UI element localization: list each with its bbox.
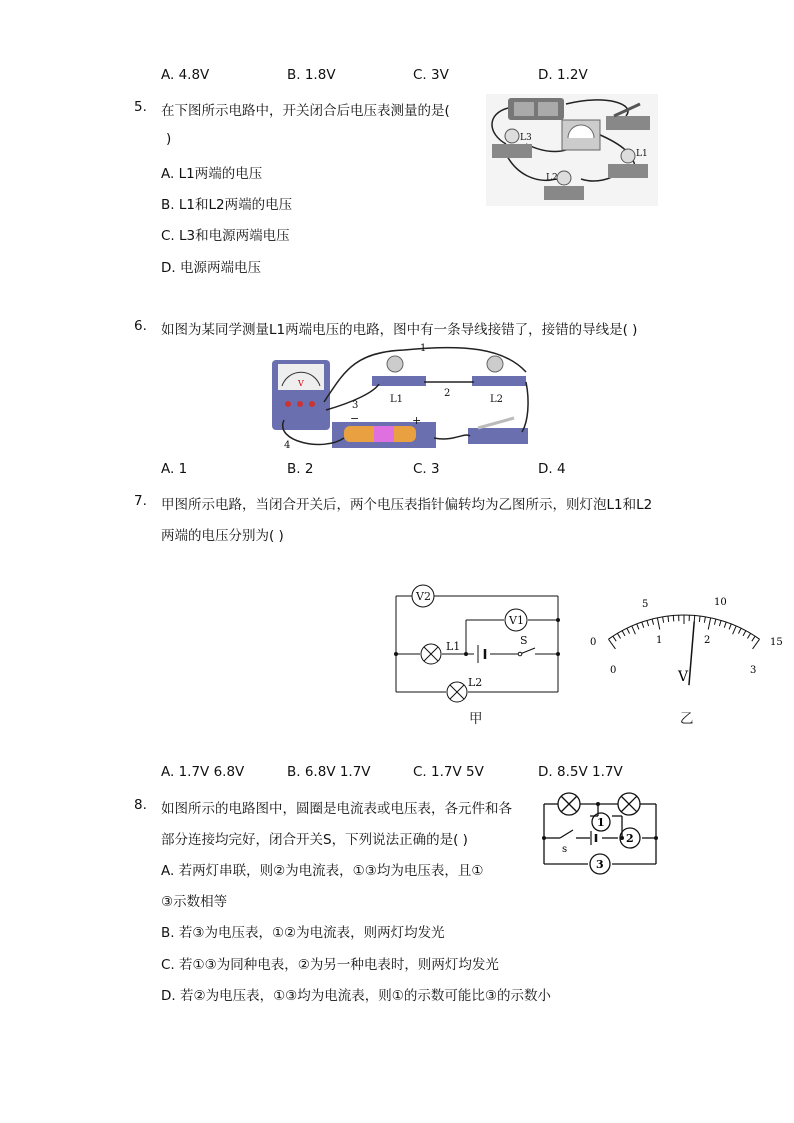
dial-outer-5: 5 [642, 599, 649, 610]
q7-option-c: C. 1.7V 5V [413, 764, 484, 780]
q7-option-d: D. 8.5V 1.7V [538, 764, 623, 780]
q5-number: 5. [134, 99, 147, 115]
q8-option-c: C. 若①③为同种电表，②为另一种电表时，则两灯均发光 [161, 957, 499, 973]
dial-tick [637, 624, 639, 630]
dial-tick [627, 628, 630, 633]
q8-option-a: A. 若两灯串联，则②为电流表，①③均为电压表，且① [161, 863, 484, 879]
dial-tick [753, 639, 760, 649]
q8-meter-3: 3 [596, 858, 604, 871]
dial-tick [733, 626, 737, 634]
q7-stem-2: 两端的电压分别为( ) [161, 528, 284, 544]
q8-meter-1: 1 [597, 816, 605, 829]
q7-caption-jia: 甲 [469, 711, 483, 727]
q6-wire-3: 3 [352, 400, 359, 411]
dial-tick [704, 617, 705, 623]
dial-tick [714, 619, 715, 625]
dial-outer-15: 15 [770, 637, 783, 648]
q6-label-minus: − [350, 412, 360, 425]
q7-stem: 甲图所示电路，当闭合开关后，两个电压表指针偏转均为乙图所示，则灯泡L1和L2 [161, 497, 653, 513]
q8-stem-2: 部分连接均完好，闭合开关S，下列说法正确的是( ) [161, 832, 468, 848]
dial-outer-10: 10 [714, 597, 727, 608]
dial-inner-2: 2 [704, 635, 711, 646]
q8-switch-label: s [562, 844, 568, 855]
q7-label-l2: L2 [468, 676, 483, 689]
q7-voltmeter-dial [582, 585, 786, 695]
dial-tick [622, 631, 625, 636]
q5-circuit-photo [486, 94, 658, 206]
dial-inner-1: 1 [656, 635, 663, 646]
q7-option-b: B. 6.8V 1.7V [287, 764, 371, 780]
q8-option-d: D. 若②为电压表，①③均为电流表，则①的示数可能比③的示数小 [161, 988, 551, 1004]
dial-inner-0: 0 [610, 665, 617, 676]
dial-tick [743, 631, 746, 636]
q8-stem: 如图所示的电路图中，圆圈是电流表或电压表，各元件和各 [161, 801, 512, 817]
q4-option-d: D. 1.2V [538, 67, 588, 83]
q6-option-a: A. 1 [161, 461, 188, 477]
q5-option-c: C. L3和电源两端电压 [161, 228, 290, 244]
q8-circuit-diagram [538, 790, 664, 876]
q7-number: 7. [134, 493, 147, 509]
q7-caption-yi: 乙 [680, 711, 694, 727]
dial-tick [729, 624, 731, 630]
dial-tick [647, 620, 649, 626]
q6-option-b: B. 2 [287, 461, 314, 477]
dial-tick [668, 616, 669, 622]
q6-label-l2: L2 [490, 394, 504, 405]
dial-tick [738, 628, 741, 633]
q6-wire-1: 1 [420, 343, 427, 354]
q4-option-a: A. 4.8V [161, 67, 210, 83]
dial-tick [663, 617, 664, 623]
dial-unit: V [678, 669, 689, 685]
q4-option-b: B. 1.8V [287, 67, 336, 83]
q7-option-a: A. 1.7V 6.8V [161, 764, 245, 780]
dial-inner-3: 3 [750, 665, 757, 676]
q5-stem-close: ) [166, 131, 172, 147]
dial-tick [652, 619, 653, 625]
dial-outer-0: 0 [590, 637, 597, 648]
q6-wire-2: 2 [444, 388, 451, 399]
q7-label-l1: L1 [446, 640, 461, 653]
q6-stem: 如图为某同学测量L1两端电压的电路，图中有一条导线接错了，接错的导线是( ) [161, 322, 638, 338]
q7-label-s: S [520, 634, 528, 647]
dial-tick [608, 639, 615, 649]
q7-label-v1: V1 [509, 614, 524, 627]
dial-tick [632, 626, 636, 634]
q8-number: 8. [134, 797, 147, 813]
q7-label-v2: V2 [416, 590, 431, 603]
q6-wire-4: 4 [284, 440, 291, 451]
dial-tick [699, 616, 700, 622]
q5-option-d: D. 电源两端电压 [161, 260, 261, 276]
q6-label-l1: L1 [390, 394, 404, 405]
dial-tick [642, 622, 644, 628]
dial-tick [724, 622, 726, 628]
q5-label-l3: L3 [520, 133, 532, 143]
dial-needle [689, 621, 694, 685]
q5-label-l2: L2 [546, 173, 558, 183]
q6-label-plus: + [412, 414, 422, 427]
dial-tick [752, 636, 755, 641]
dial-tick [617, 633, 620, 638]
q5-option-b: B. L1和L2两端的电压 [161, 197, 293, 213]
q6-circuit-photo [264, 342, 532, 454]
dial-tick [657, 618, 659, 630]
q7-circuit-diagram [390, 580, 570, 722]
svg-text:V: V [298, 379, 304, 388]
q8-option-b: B. 若③为电压表，①②为电流表，则两灯均发光 [161, 925, 445, 941]
dial-tick [719, 620, 721, 626]
dial-tick [613, 636, 616, 641]
q6-number: 6. [134, 318, 147, 334]
q8-meter-2: 2 [626, 832, 634, 845]
q5-option-a: A. L1两端的电压 [161, 166, 263, 182]
dial-tick [708, 618, 710, 630]
dial-tick [747, 633, 750, 638]
q5-label-l1: L1 [636, 149, 648, 159]
q5-stem: 在下图所示电路中，开关闭合后电压表测量的是( [161, 103, 450, 119]
q6-option-c: C. 3 [413, 461, 440, 477]
q8-option-a-cont: ③示数相等 [161, 894, 228, 910]
q4-option-c: C. 3V [413, 67, 449, 83]
q6-option-d: D. 4 [538, 461, 566, 477]
